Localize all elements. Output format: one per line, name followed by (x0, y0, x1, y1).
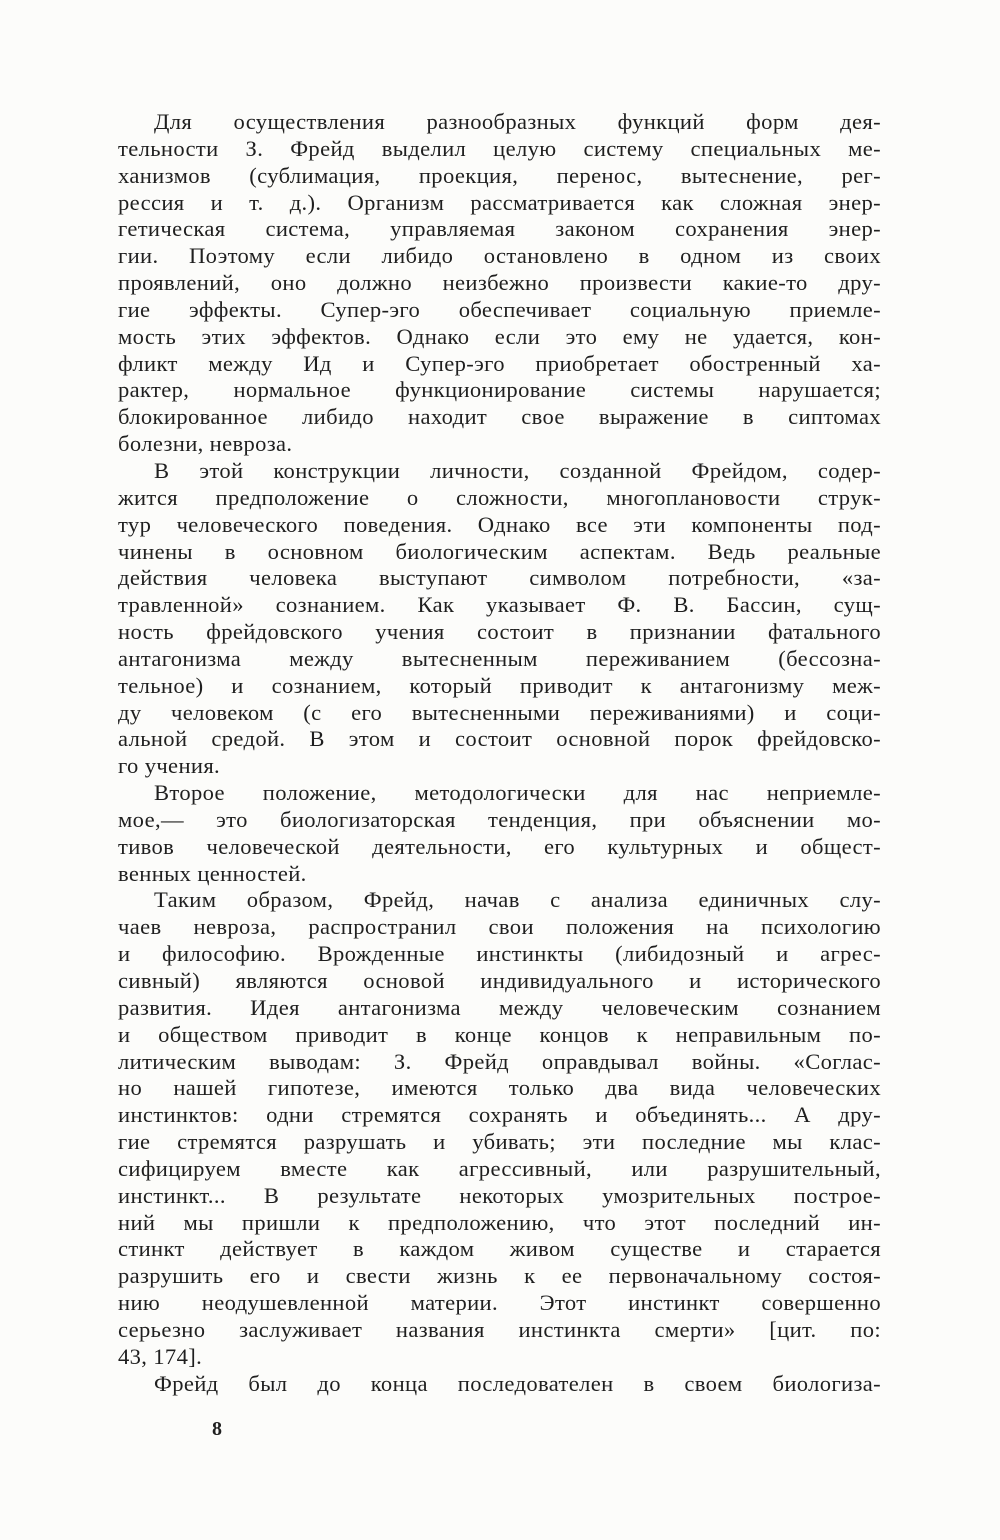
text-line: ханизмов (сублимация, проекция, перенос, вытеснение, рег- (118, 162, 881, 188)
text-line: Второе положение, методологически для нас неприемле- (154, 780, 881, 806)
text-line: го учения. (118, 753, 221, 779)
text-line: антагонизма между вытесненным переживанием (бессозна- (118, 645, 881, 671)
text-line: инстинкт... В результате некоторых умозрительных построе- (118, 1182, 881, 1208)
text-line: альной средой. В этом и состоит основной порок фрейдовско- (118, 726, 881, 752)
text-line: рактер, нормальное функционирование системы нарушается; (118, 377, 881, 403)
text-line: Для осуществления разнообразных функций форм дея- (154, 109, 881, 134)
text-line: травленной» сознанием. Как указывает Ф. В. Бассин, сущ- (118, 592, 881, 618)
text-line: рессия и т. д.). Организм рассматривается как сложная энер- (118, 189, 881, 215)
text-line: гии. Поэтому если либидо остановлено в одном из своих (118, 243, 881, 269)
text-line: тивов человеческой деятельности, его культурных и общест- (118, 833, 881, 859)
text-line: серьезно заслуживает названия инстинкта смерти» [цит. по: (118, 1316, 881, 1342)
body-text (118, 109, 881, 1398)
text-line: ний мы пришли к предположению, что этот последний ин- (118, 1209, 881, 1235)
text-line: тур человеческого поведения. Однако все эти компоненты под- (118, 511, 881, 537)
text-line: жится предположение о сложности, многоплановости струк- (118, 484, 881, 510)
text-line: тельное) и сознанием, который приводит к антагонизму меж- (118, 672, 881, 698)
text-line: сивный) являются основой индивидуального и исторического (118, 968, 881, 993)
text-line: развития. Идея антагонизма между человеческим сознанием (118, 994, 881, 1020)
page-number: 8 (212, 1418, 222, 1440)
text-line: венных ценностей. (118, 860, 307, 886)
text-line: но нашей гипотезе, имеются только два вида человеческих (118, 1075, 881, 1101)
text-line: действия человека выступают символом потребности, «за- (118, 565, 881, 591)
text-line: гие эффекты. Супер-эго обеспечивает социальную приемле- (118, 296, 881, 322)
text-line: ду человеком (с его вытесненными переживаниями) и соци- (118, 699, 881, 725)
text-line: гетическая система, управляемая законом сохранения энер- (118, 216, 881, 242)
text-line: и философию. Врожденные инстинкты (либидозный и агрес- (118, 941, 881, 967)
text-line: литическим выводам: З. Фрейд оправдывал войны. «Соглас- (118, 1048, 881, 1074)
text-line: фликт между Ид и Супер-эго приобретает обостренный ха- (118, 350, 881, 376)
text-line: инстинктов: одни стремятся сохранять и объединять... А дру- (118, 1102, 881, 1128)
paragraph (118, 887, 881, 1370)
paragraph (118, 458, 881, 780)
text-line: 43, 174]. (118, 1343, 203, 1369)
text-line: чаев невроза, распространил свои положения на психологию (118, 914, 881, 940)
text-line: сифицируем вместе как агрессивный, или разрушительный, (118, 1155, 881, 1181)
paragraph (118, 780, 881, 887)
text-line: разрушить его и свести жизнь к ее первоначальному состоя- (118, 1263, 881, 1289)
text-line: проявлений, оно должно неизбежно произвести какие-то дру- (118, 270, 881, 296)
text-line: болезни, невроза. (118, 431, 293, 457)
text-line: Фрейд был до конца последователен в своем биологиза- (154, 1370, 881, 1396)
text-line: стинкт действует в каждом живом существе и старается (118, 1236, 881, 1262)
text-line: чинены в основном биологическим аспектам. Ведь реальные (118, 538, 881, 564)
text-line: Таким образом, Фрейд, начав с анализа единичных слу- (154, 887, 881, 913)
text-line: и обществом приводит в конце концов к неправильным по- (118, 1021, 881, 1047)
text-line: нию неодушевленной материи. Этот инстинкт совершенно (118, 1290, 881, 1316)
text-line: ность фрейдовского учения состоит в признании фатального (118, 619, 881, 645)
text-line: мость этих эффектов. Однако если это ему не удается, кон- (118, 323, 881, 349)
text-line: тельности З. Фрейд выделил целую систему специальных ме- (118, 135, 881, 161)
text-line: В этой конструкции личности, созданной Фрейдом, содер- (154, 457, 881, 483)
paragraph (118, 1371, 881, 1398)
text-line: блокированное либидо находит свое выражение в сиптомах (118, 404, 881, 430)
text-line: гие стремятся разрушать и убивать; эти последние мы клас- (118, 1129, 881, 1155)
text-line: мое,— это биологизаторская тенденция, при объяснении мо- (118, 806, 881, 832)
paragraph (118, 109, 881, 458)
